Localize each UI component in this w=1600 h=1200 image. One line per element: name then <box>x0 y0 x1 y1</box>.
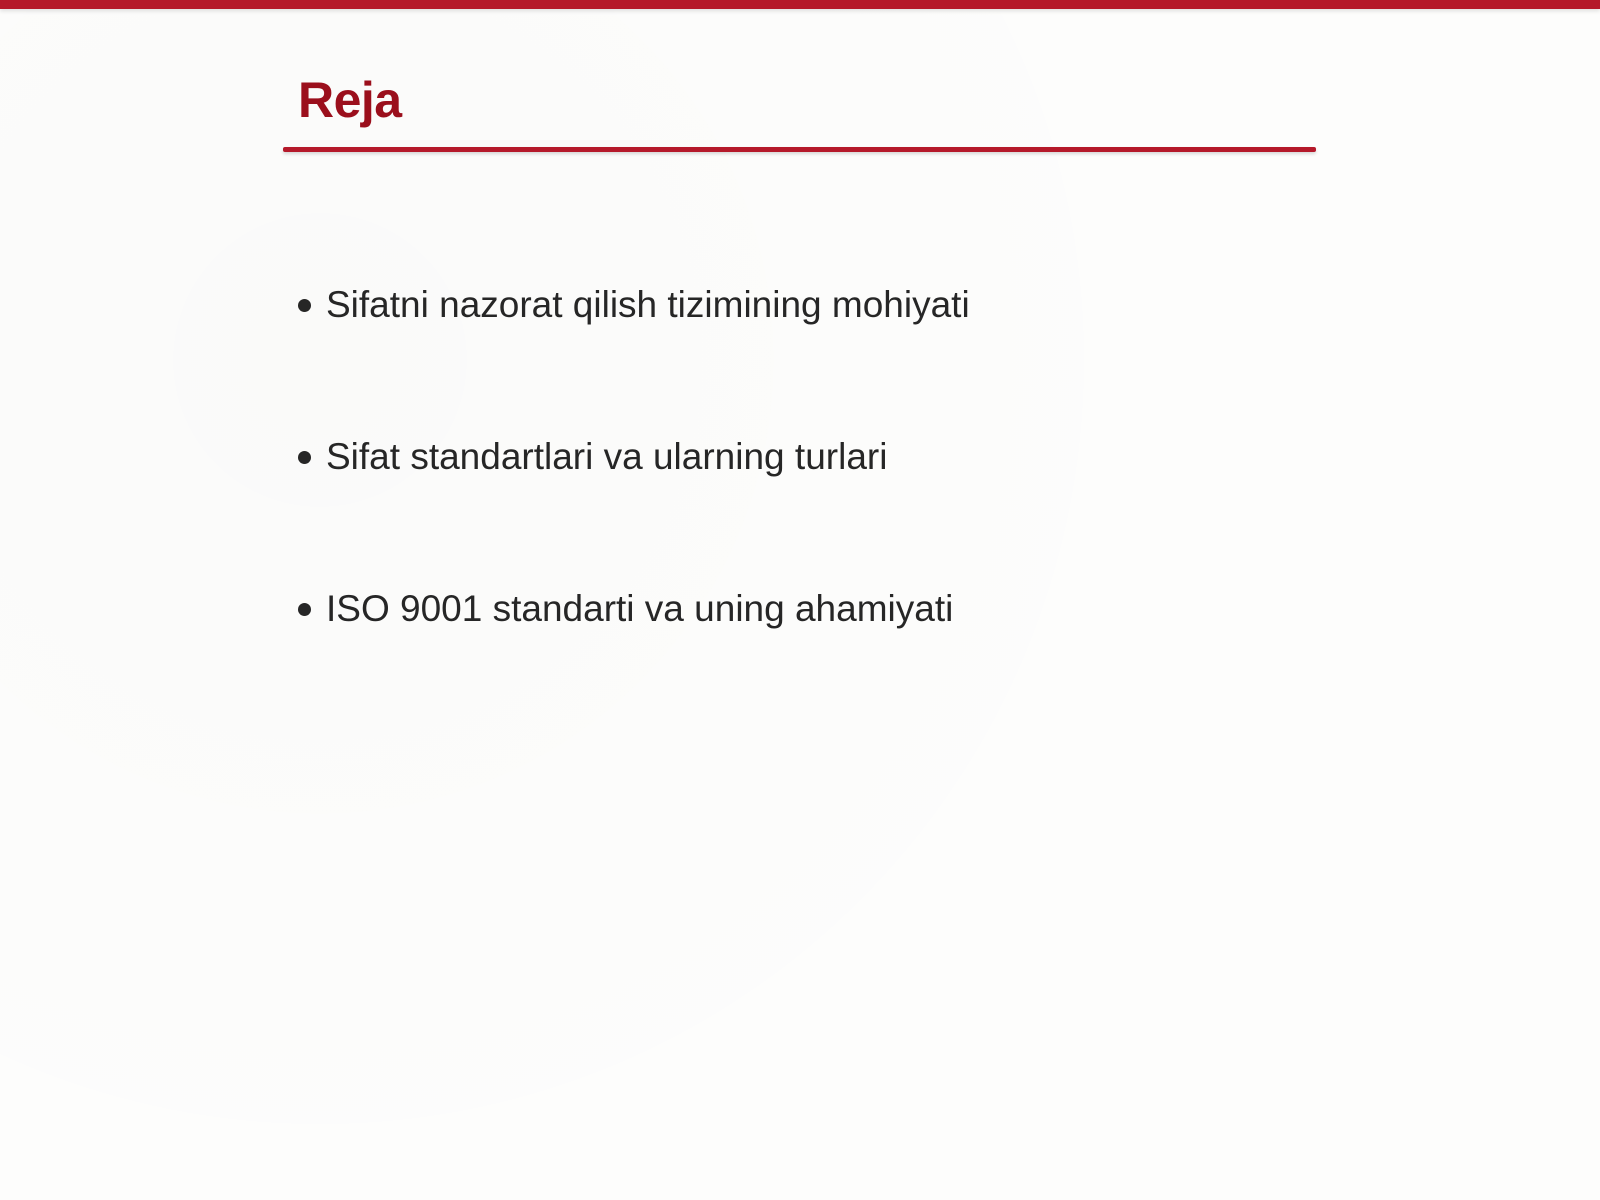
bullet-item <box>298 280 970 330</box>
title-underline <box>283 147 1316 152</box>
bullet-item <box>298 432 970 482</box>
bullet-item <box>298 584 970 634</box>
bullet-text: ISO 9001 standarti va uning ahamiyati <box>326 588 954 629</box>
slide-title: Reja <box>298 72 402 128</box>
bullet-dot-icon <box>298 451 311 464</box>
top-accent-bar <box>0 0 1600 9</box>
bullet-dot-icon <box>298 603 311 616</box>
bullet-list <box>298 280 970 736</box>
bullet-text: Sifatni nazorat qilish tizimining mohiyati <box>326 284 970 325</box>
bullet-text: Sifat standartlari va ularning turlari <box>326 436 888 477</box>
bullet-dot-icon <box>298 299 311 312</box>
